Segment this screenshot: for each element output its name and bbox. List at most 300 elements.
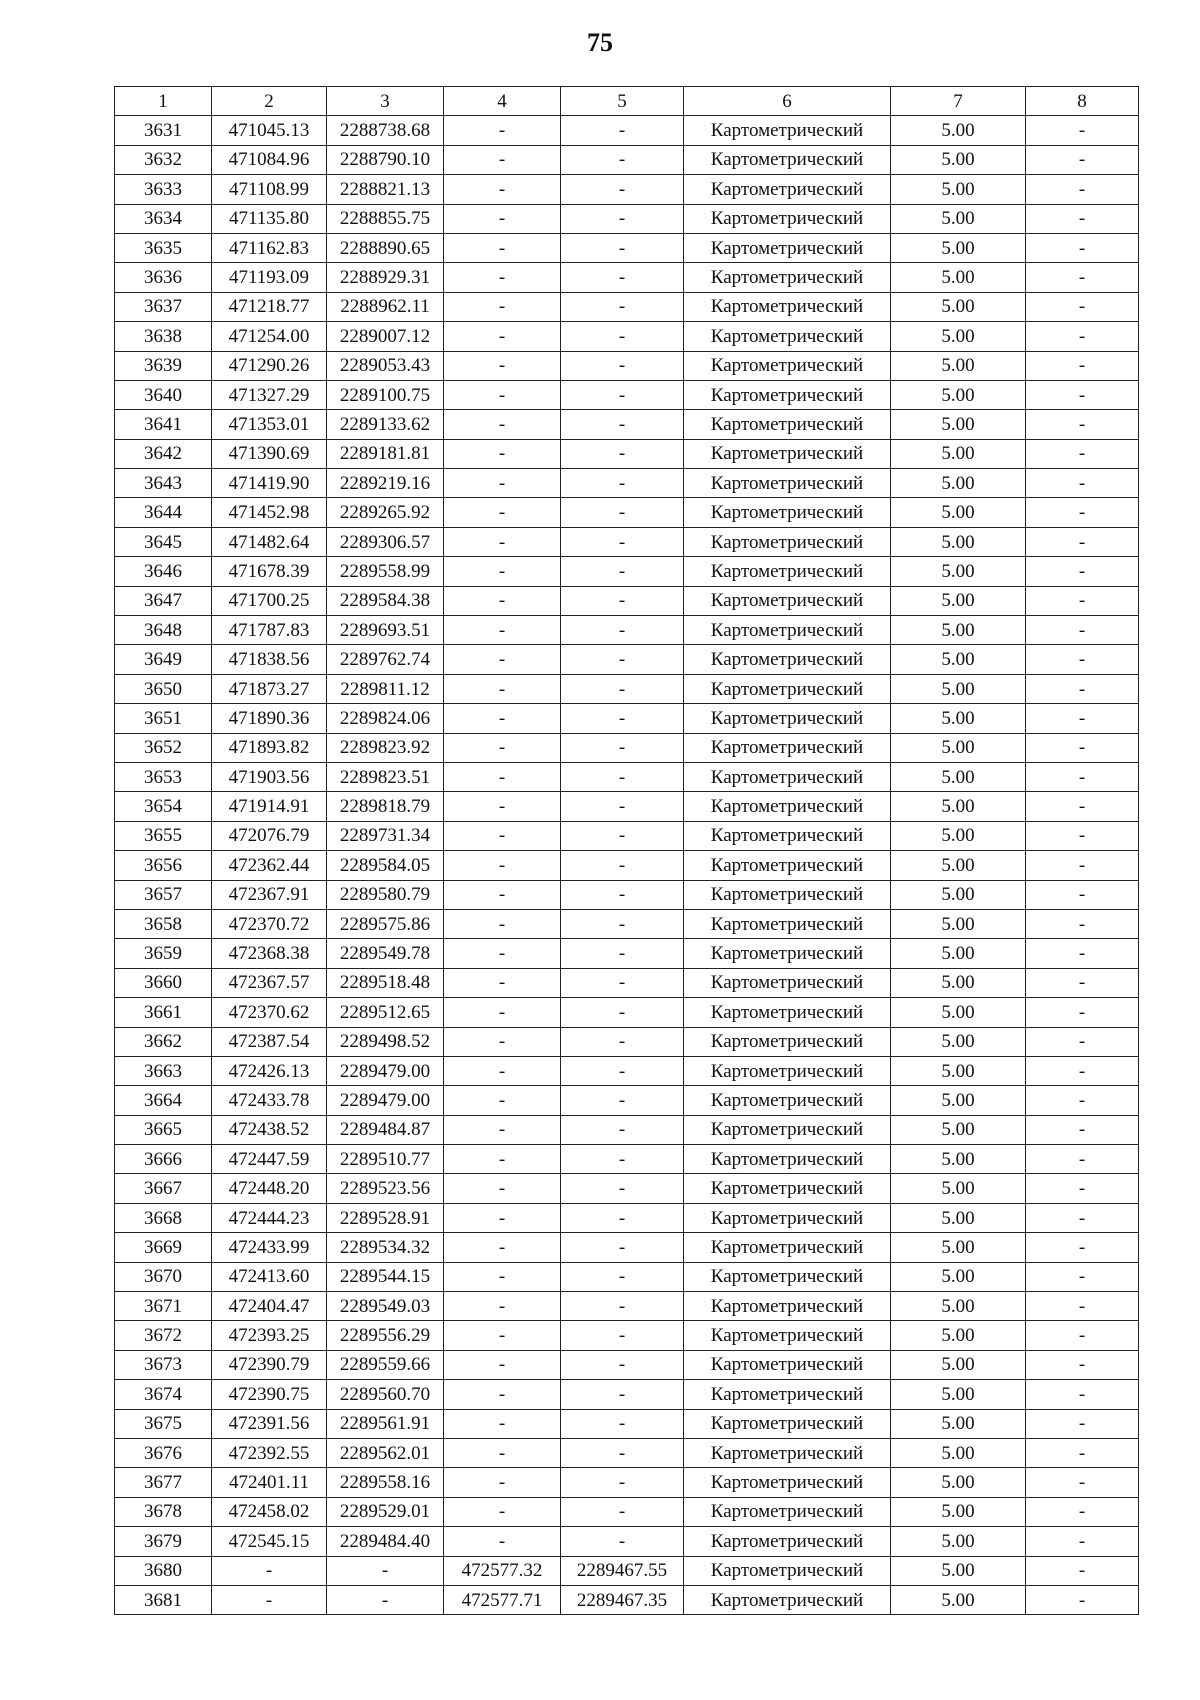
table-row [115,674,1139,703]
table-row [115,439,1139,468]
table-row [115,1145,1139,1174]
y-coordinate-cell: 2289549.03 [327,1292,444,1321]
y-coordinate-new-cell: - [561,527,684,556]
accuracy-cell: 5.00 [891,1086,1026,1115]
x-coordinate-new-cell: 472577.32 [444,1556,561,1585]
y-coordinate-new-cell: - [561,233,684,262]
method-cell: Картометрический [684,851,891,880]
table-row [115,116,1139,145]
table-row [115,1585,1139,1614]
x-coordinate-cell: 472390.75 [212,1380,327,1409]
accuracy-cell: 5.00 [891,674,1026,703]
point-number-cell: 3662 [115,1027,212,1056]
y-coordinate-new-cell: - [561,439,684,468]
method-cell: Картометрический [684,1086,891,1115]
x-coordinate-new-cell: 472577.71 [444,1585,561,1614]
note-cell: - [1026,1174,1139,1203]
method-cell: Картометрический [684,968,891,997]
y-coordinate-new-cell: - [561,1174,684,1203]
x-coordinate-new-cell: - [444,527,561,556]
accuracy-cell: 5.00 [891,880,1026,909]
point-number-cell: 3664 [115,1086,212,1115]
x-coordinate-new-cell: - [444,792,561,821]
y-coordinate-new-cell: - [561,1262,684,1291]
y-coordinate-cell: 2288738.68 [327,116,444,145]
table-row [115,1262,1139,1291]
table-row [115,792,1139,821]
y-coordinate-cell: 2289479.00 [327,1056,444,1085]
note-cell: - [1026,586,1139,615]
method-cell: Картометрический [684,292,891,321]
note-cell: - [1026,1556,1139,1585]
x-coordinate-cell: 472433.78 [212,1086,327,1115]
point-number-cell: 3646 [115,557,212,586]
accuracy-cell: 5.00 [891,145,1026,174]
x-coordinate-new-cell: - [444,1468,561,1497]
x-coordinate-cell: 472390.79 [212,1350,327,1379]
note-cell: - [1026,1203,1139,1232]
y-coordinate-new-cell: - [561,351,684,380]
method-cell: Картометрический [684,1262,891,1291]
x-coordinate-cell: 472447.59 [212,1145,327,1174]
point-number-cell: 3651 [115,704,212,733]
note-cell: - [1026,263,1139,292]
note-cell: - [1026,1027,1139,1056]
y-coordinate-cell: 2289219.16 [327,469,444,498]
y-coordinate-new-cell: - [561,674,684,703]
point-number-cell: 3637 [115,292,212,321]
y-coordinate-cell: 2289731.34 [327,821,444,850]
x-coordinate-cell: 472438.52 [212,1115,327,1144]
point-number-cell: 3644 [115,498,212,527]
note-cell: - [1026,527,1139,556]
x-coordinate-cell: 471045.13 [212,116,327,145]
accuracy-cell: 5.00 [891,821,1026,850]
note-cell: - [1026,557,1139,586]
note-cell: - [1026,1409,1139,1438]
y-coordinate-new-cell: - [561,469,684,498]
y-coordinate-cell: 2289584.38 [327,586,444,615]
y-coordinate-new-cell: - [561,1292,684,1321]
method-cell: Картометрический [684,939,891,968]
y-coordinate-cell: 2289818.79 [327,792,444,821]
method-cell: Картометрический [684,821,891,850]
x-coordinate-cell: 471700.25 [212,586,327,615]
accuracy-cell: 5.00 [891,586,1026,615]
note-cell: - [1026,968,1139,997]
method-cell: Картометрический [684,233,891,262]
y-coordinate-new-cell: - [561,733,684,762]
x-coordinate-new-cell: - [444,469,561,498]
y-coordinate-cell: 2289484.87 [327,1115,444,1144]
accuracy-cell: 5.00 [891,645,1026,674]
y-coordinate-new-cell: - [561,998,684,1027]
table-row [115,1350,1139,1379]
accuracy-cell: 5.00 [891,292,1026,321]
y-coordinate-cell: 2289534.32 [327,1233,444,1262]
accuracy-cell: 5.00 [891,909,1026,938]
table-row [115,939,1139,968]
table-row [115,1321,1139,1350]
header-row [115,87,1139,116]
table-body [115,116,1139,1615]
point-number-cell: 3647 [115,586,212,615]
y-coordinate-cell: 2289575.86 [327,909,444,938]
method-cell: Картометрический [684,998,891,1027]
method-cell: Картометрический [684,1468,891,1497]
x-coordinate-cell: 472391.56 [212,1409,327,1438]
y-coordinate-new-cell: 2289467.35 [561,1585,684,1614]
accuracy-cell: 5.00 [891,1438,1026,1467]
method-cell: Картометрический [684,1556,891,1585]
note-cell: - [1026,1585,1139,1614]
table-row [115,1409,1139,1438]
point-number-cell: 3632 [115,145,212,174]
point-number-cell: 3665 [115,1115,212,1144]
y-coordinate-cell: 2289306.57 [327,527,444,556]
x-coordinate-cell: 472444.23 [212,1203,327,1232]
y-coordinate-new-cell: - [561,292,684,321]
y-coordinate-new-cell: - [561,557,684,586]
note-cell: - [1026,1115,1139,1144]
point-number-cell: 3649 [115,645,212,674]
method-cell: Картометрический [684,674,891,703]
x-coordinate-cell: 472387.54 [212,1027,327,1056]
table-row [115,616,1139,645]
accuracy-cell: 5.00 [891,557,1026,586]
point-number-cell: 3648 [115,616,212,645]
x-coordinate-new-cell: - [444,1527,561,1556]
x-coordinate-new-cell: - [444,1056,561,1085]
note-cell: - [1026,1321,1139,1350]
accuracy-cell: 5.00 [891,116,1026,145]
y-coordinate-new-cell: - [561,762,684,791]
table-row [115,351,1139,380]
y-coordinate-new-cell: 2289467.55 [561,1556,684,1585]
x-coordinate-cell: 471254.00 [212,322,327,351]
note-cell: - [1026,616,1139,645]
table-row [115,645,1139,674]
table-row [115,762,1139,791]
x-coordinate-new-cell: - [444,322,561,351]
accuracy-cell: 5.00 [891,351,1026,380]
table-row [115,380,1139,409]
note-cell: - [1026,1056,1139,1085]
note-cell: - [1026,1350,1139,1379]
note-cell: - [1026,821,1139,850]
x-coordinate-cell: 471787.83 [212,616,327,645]
note-cell: - [1026,1527,1139,1556]
x-coordinate-cell: 471193.09 [212,263,327,292]
x-coordinate-new-cell: - [444,821,561,850]
accuracy-cell: 5.00 [891,1468,1026,1497]
note-cell: - [1026,469,1139,498]
accuracy-cell: 5.00 [891,1056,1026,1085]
accuracy-cell: 5.00 [891,998,1026,1027]
y-coordinate-cell: 2288790.10 [327,145,444,174]
y-coordinate-new-cell: - [561,1497,684,1526]
method-cell: Картометрический [684,586,891,615]
x-coordinate-new-cell: - [444,1321,561,1350]
note-cell: - [1026,498,1139,527]
x-coordinate-cell: 472433.99 [212,1233,327,1262]
y-coordinate-cell: 2289133.62 [327,410,444,439]
y-coordinate-cell: 2289100.75 [327,380,444,409]
note-cell: - [1026,851,1139,880]
x-coordinate-cell: 471873.27 [212,674,327,703]
column-header: 4 [444,87,561,116]
note-cell: - [1026,1262,1139,1291]
table-row [115,410,1139,439]
y-coordinate-new-cell: - [561,704,684,733]
y-coordinate-new-cell: - [561,1115,684,1144]
point-number-cell: 3659 [115,939,212,968]
x-coordinate-new-cell: - [444,1203,561,1232]
table-row [115,909,1139,938]
y-coordinate-new-cell: - [561,616,684,645]
note-cell: - [1026,292,1139,321]
x-coordinate-cell: 472448.20 [212,1174,327,1203]
note-cell: - [1026,909,1139,938]
note-cell: - [1026,1292,1139,1321]
y-coordinate-cell: 2289518.48 [327,968,444,997]
y-coordinate-cell: 2289824.06 [327,704,444,733]
note-cell: - [1026,704,1139,733]
x-coordinate-cell: 472393.25 [212,1321,327,1350]
x-coordinate-new-cell: - [444,968,561,997]
note-cell: - [1026,1380,1139,1409]
x-coordinate-new-cell: - [444,410,561,439]
accuracy-cell: 5.00 [891,1380,1026,1409]
method-cell: Картометрический [684,792,891,821]
accuracy-cell: 5.00 [891,1350,1026,1379]
note-cell: - [1026,792,1139,821]
accuracy-cell: 5.00 [891,175,1026,204]
note-cell: - [1026,1145,1139,1174]
y-coordinate-new-cell: - [561,1233,684,1262]
y-coordinate-new-cell: - [561,909,684,938]
note-cell: - [1026,880,1139,909]
point-number-cell: 3657 [115,880,212,909]
table-row [115,469,1139,498]
point-number-cell: 3666 [115,1145,212,1174]
point-number-cell: 3671 [115,1292,212,1321]
table-row [115,1380,1139,1409]
y-coordinate-cell: 2289556.29 [327,1321,444,1350]
x-coordinate-cell: 472458.02 [212,1497,327,1526]
accuracy-cell: 5.00 [891,439,1026,468]
table-row [115,233,1139,262]
y-coordinate-new-cell: - [561,792,684,821]
accuracy-cell: 5.00 [891,1497,1026,1526]
x-coordinate-new-cell: - [444,1086,561,1115]
point-number-cell: 3680 [115,1556,212,1585]
point-number-cell: 3670 [115,1262,212,1291]
y-coordinate-cell: 2289053.43 [327,351,444,380]
table-row [115,204,1139,233]
method-cell: Картометрический [684,527,891,556]
x-coordinate-cell: 471903.56 [212,762,327,791]
x-coordinate-cell: 472362.44 [212,851,327,880]
x-coordinate-new-cell: - [444,851,561,880]
x-coordinate-new-cell: - [444,292,561,321]
accuracy-cell: 5.00 [891,1115,1026,1144]
x-coordinate-new-cell: - [444,439,561,468]
note-cell: - [1026,674,1139,703]
y-coordinate-new-cell: - [561,880,684,909]
point-number-cell: 3674 [115,1380,212,1409]
table-row [115,821,1139,850]
method-cell: Картометрический [684,1056,891,1085]
table-row [115,704,1139,733]
x-coordinate-cell: 472368.38 [212,939,327,968]
accuracy-cell: 5.00 [891,1145,1026,1174]
method-cell: Картометрический [684,263,891,292]
method-cell: Картометрический [684,1409,891,1438]
x-coordinate-cell: 472413.60 [212,1262,327,1291]
x-coordinate-new-cell: - [444,204,561,233]
x-coordinate-cell: 471914.91 [212,792,327,821]
method-cell: Картометрический [684,351,891,380]
note-cell: - [1026,998,1139,1027]
table-row [115,1292,1139,1321]
x-coordinate-new-cell: - [444,263,561,292]
column-header: 5 [561,87,684,116]
x-coordinate-new-cell: - [444,645,561,674]
table-row [115,175,1139,204]
y-coordinate-new-cell: - [561,851,684,880]
x-coordinate-new-cell: - [444,909,561,938]
point-number-cell: 3669 [115,1233,212,1262]
x-coordinate-cell: 472426.13 [212,1056,327,1085]
x-coordinate-cell: 471452.98 [212,498,327,527]
x-coordinate-cell: 472392.55 [212,1438,327,1467]
method-cell: Картометрический [684,645,891,674]
point-number-cell: 3635 [115,233,212,262]
point-number-cell: 3676 [115,1438,212,1467]
y-coordinate-cell: 2289559.66 [327,1350,444,1379]
y-coordinate-new-cell: - [561,1350,684,1379]
method-cell: Картометрический [684,1203,891,1232]
point-number-cell: 3656 [115,851,212,880]
x-coordinate-new-cell: - [444,1145,561,1174]
y-coordinate-cell: 2288855.75 [327,204,444,233]
y-coordinate-cell: 2289544.15 [327,1262,444,1291]
point-number-cell: 3633 [115,175,212,204]
point-number-cell: 3655 [115,821,212,850]
y-coordinate-cell: 2289580.79 [327,880,444,909]
x-coordinate-new-cell: - [444,616,561,645]
method-cell: Картометрический [684,616,891,645]
x-coordinate-cell: 471390.69 [212,439,327,468]
point-number-cell: 3642 [115,439,212,468]
y-coordinate-cell: 2289811.12 [327,674,444,703]
accuracy-cell: 5.00 [891,322,1026,351]
x-coordinate-new-cell: - [444,1027,561,1056]
x-coordinate-new-cell: - [444,175,561,204]
method-cell: Картометрический [684,380,891,409]
point-number-cell: 3640 [115,380,212,409]
accuracy-cell: 5.00 [891,1527,1026,1556]
method-cell: Картометрический [684,116,891,145]
method-cell: Картометрический [684,498,891,527]
y-coordinate-new-cell: - [561,322,684,351]
y-coordinate-cell: 2289512.65 [327,998,444,1027]
y-coordinate-cell: 2289693.51 [327,616,444,645]
x-coordinate-cell: 471162.83 [212,233,327,262]
table-row [115,1497,1139,1526]
x-coordinate-cell: 472545.15 [212,1527,327,1556]
point-number-cell: 3667 [115,1174,212,1203]
note-cell: - [1026,1086,1139,1115]
y-coordinate-cell: 2289484.40 [327,1527,444,1556]
accuracy-cell: 5.00 [891,1174,1026,1203]
method-cell: Картометрический [684,1438,891,1467]
point-number-cell: 3660 [115,968,212,997]
y-coordinate-new-cell: - [561,410,684,439]
method-cell: Картометрический [684,1321,891,1350]
y-coordinate-cell: 2289510.77 [327,1145,444,1174]
y-coordinate-cell: 2289007.12 [327,322,444,351]
x-coordinate-new-cell: - [444,1350,561,1379]
accuracy-cell: 5.00 [891,1027,1026,1056]
x-coordinate-new-cell: - [444,1174,561,1203]
y-coordinate-cell: 2288929.31 [327,263,444,292]
table-row [115,1468,1139,1497]
point-number-cell: 3631 [115,116,212,145]
table-row [115,586,1139,615]
note-cell: - [1026,204,1139,233]
method-cell: Картометрический [684,733,891,762]
y-coordinate-cell: 2289560.70 [327,1380,444,1409]
x-coordinate-new-cell: - [444,380,561,409]
point-number-cell: 3636 [115,263,212,292]
accuracy-cell: 5.00 [891,498,1026,527]
x-coordinate-cell: 472401.11 [212,1468,327,1497]
table-row [115,292,1139,321]
y-coordinate-new-cell: - [561,1027,684,1056]
note-cell: - [1026,645,1139,674]
x-coordinate-cell: 471135.80 [212,204,327,233]
accuracy-cell: 5.00 [891,1321,1026,1350]
x-coordinate-new-cell: - [444,586,561,615]
table-row [115,557,1139,586]
table-row [115,145,1139,174]
table-row [115,1556,1139,1585]
method-cell: Картометрический [684,909,891,938]
method-cell: Картометрический [684,1027,891,1056]
y-coordinate-cell: 2289523.56 [327,1174,444,1203]
x-coordinate-new-cell: - [444,939,561,968]
method-cell: Картометрический [684,1145,891,1174]
note-cell: - [1026,410,1139,439]
table-row [115,1203,1139,1232]
y-coordinate-new-cell: - [561,1380,684,1409]
x-coordinate-cell: 471327.29 [212,380,327,409]
method-cell: Картометрический [684,175,891,204]
x-coordinate-cell: - [212,1556,327,1585]
accuracy-cell: 5.00 [891,851,1026,880]
y-coordinate-cell: 2289498.52 [327,1027,444,1056]
x-coordinate-new-cell: - [444,1497,561,1526]
x-coordinate-cell: 471890.36 [212,704,327,733]
y-coordinate-new-cell: - [561,204,684,233]
y-coordinate-new-cell: - [561,1527,684,1556]
x-coordinate-cell: 472404.47 [212,1292,327,1321]
x-coordinate-cell: 471838.56 [212,645,327,674]
point-number-cell: 3645 [115,527,212,556]
method-cell: Картометрический [684,1350,891,1379]
